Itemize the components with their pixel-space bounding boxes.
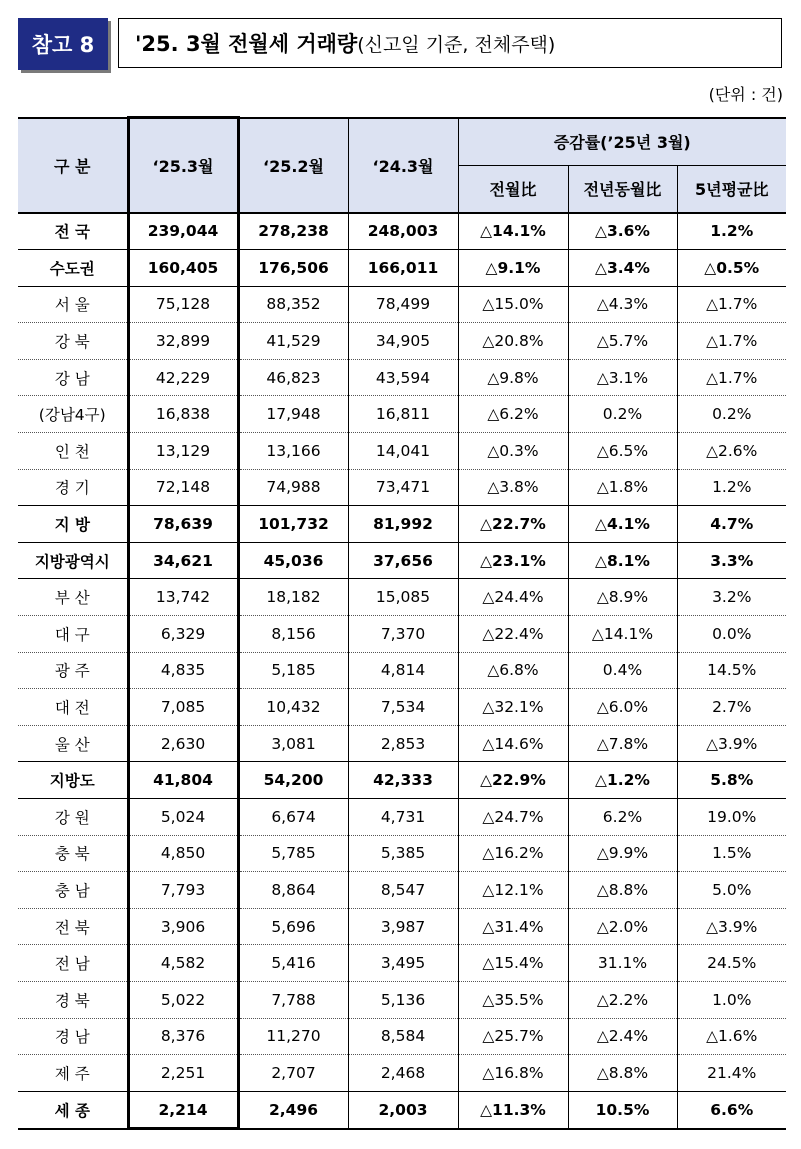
table-row bbox=[18, 762, 786, 799]
mom-cell: △6.8% bbox=[458, 652, 568, 689]
current-month-cell: 78,639 bbox=[128, 506, 238, 543]
region-cell: 충 북 bbox=[18, 835, 128, 872]
avg5-cell: 5.8% bbox=[677, 762, 786, 799]
region-cell: 지방광역시 bbox=[18, 542, 128, 579]
yoy-cell: △2.0% bbox=[568, 908, 677, 945]
yoy-cell: △8.8% bbox=[568, 872, 677, 909]
prev-year-cell: 16,811 bbox=[348, 396, 458, 433]
prev-month-cell: 46,823 bbox=[238, 359, 348, 396]
yoy-cell: △3.1% bbox=[568, 359, 677, 396]
prev-month-cell: 17,948 bbox=[238, 396, 348, 433]
prev-year-cell: 2,003 bbox=[348, 1091, 458, 1129]
mom-cell: △35.5% bbox=[458, 981, 568, 1018]
region-cell: 경 북 bbox=[18, 981, 128, 1018]
yoy-cell: △8.8% bbox=[568, 1055, 677, 1092]
yoy-cell: △7.8% bbox=[568, 725, 677, 762]
yoy-cell: △4.3% bbox=[568, 286, 677, 323]
avg5-cell: △1.7% bbox=[677, 359, 786, 396]
prev-year-cell: 34,905 bbox=[348, 323, 458, 360]
table-body bbox=[18, 213, 786, 1129]
current-month-cell: 4,582 bbox=[128, 945, 238, 982]
table-row bbox=[18, 1055, 786, 1092]
prev-month-cell: 18,182 bbox=[238, 579, 348, 616]
current-month-cell: 72,148 bbox=[128, 469, 238, 506]
mom-cell: △22.9% bbox=[458, 762, 568, 799]
yoy-cell: △14.1% bbox=[568, 616, 677, 653]
prev-month-cell: 41,529 bbox=[238, 323, 348, 360]
table-row bbox=[18, 579, 786, 616]
mom-cell: △9.8% bbox=[458, 359, 568, 396]
region-cell: 지 방 bbox=[18, 506, 128, 543]
table-row bbox=[18, 945, 786, 982]
mom-cell: △11.3% bbox=[458, 1091, 568, 1129]
prev-month-cell: 5,185 bbox=[238, 652, 348, 689]
avg5-cell: △1.7% bbox=[677, 286, 786, 323]
avg5-cell: 1.0% bbox=[677, 981, 786, 1018]
prev-month-cell: 2,496 bbox=[238, 1091, 348, 1129]
prev-year-cell: 37,656 bbox=[348, 542, 458, 579]
yoy-cell: △9.9% bbox=[568, 835, 677, 872]
region-cell: 경 남 bbox=[18, 1018, 128, 1055]
prev-year-cell: 15,085 bbox=[348, 579, 458, 616]
header-yoy: 전년동월比 bbox=[568, 165, 677, 213]
current-month-cell: 41,804 bbox=[128, 762, 238, 799]
document-subtitle: (신고일 기준, 전체주택) bbox=[357, 33, 556, 56]
prev-month-cell: 176,506 bbox=[238, 250, 348, 287]
mom-cell: △14.6% bbox=[458, 725, 568, 762]
prev-year-cell: 4,731 bbox=[348, 799, 458, 836]
table-row bbox=[18, 872, 786, 909]
yoy-cell: △1.8% bbox=[568, 469, 677, 506]
prev-year-cell: 42,333 bbox=[348, 762, 458, 799]
avg5-cell: 19.0% bbox=[677, 799, 786, 836]
reference-badge: 참고 8 bbox=[18, 18, 108, 70]
document-title: '25. 3월 전월세 거래량 bbox=[135, 32, 358, 56]
current-month-cell: 4,850 bbox=[128, 835, 238, 872]
avg5-cell: 2.7% bbox=[677, 689, 786, 726]
table-row bbox=[18, 725, 786, 762]
header-prev-month: ‘25.2월 bbox=[238, 118, 348, 213]
prev-year-cell: 5,385 bbox=[348, 835, 458, 872]
yoy-cell: 31.1% bbox=[568, 945, 677, 982]
yoy-cell: 6.2% bbox=[568, 799, 677, 836]
prev-year-cell: 3,495 bbox=[348, 945, 458, 982]
yoy-cell: △6.0% bbox=[568, 689, 677, 726]
yoy-cell: 10.5% bbox=[568, 1091, 677, 1129]
region-cell: 지방도 bbox=[18, 762, 128, 799]
mom-cell: △16.8% bbox=[458, 1055, 568, 1092]
mom-cell: △12.1% bbox=[458, 872, 568, 909]
avg5-cell: 24.5% bbox=[677, 945, 786, 982]
current-month-cell: 13,742 bbox=[128, 579, 238, 616]
table-row bbox=[18, 616, 786, 653]
unit-label: (단위 : 건) bbox=[708, 85, 783, 104]
table-row bbox=[18, 981, 786, 1018]
avg5-cell: 1.5% bbox=[677, 835, 786, 872]
mom-cell: △14.1% bbox=[458, 213, 568, 250]
table-row bbox=[18, 689, 786, 726]
mom-cell: △3.8% bbox=[458, 469, 568, 506]
region-cell: 광 주 bbox=[18, 652, 128, 689]
header-current-month: ‘25.3월 bbox=[128, 118, 238, 213]
prev-month-cell: 11,270 bbox=[238, 1018, 348, 1055]
prev-year-cell: 43,594 bbox=[348, 359, 458, 396]
header-mom: 전월比 bbox=[458, 165, 568, 213]
current-month-cell: 4,835 bbox=[128, 652, 238, 689]
mom-cell: △23.1% bbox=[458, 542, 568, 579]
table-row bbox=[18, 250, 786, 287]
region-cell: 대 전 bbox=[18, 689, 128, 726]
prev-year-cell: 7,370 bbox=[348, 616, 458, 653]
prev-year-cell: 8,584 bbox=[348, 1018, 458, 1055]
region-cell: 강 남 bbox=[18, 359, 128, 396]
current-month-cell: 160,405 bbox=[128, 250, 238, 287]
prev-month-cell: 45,036 bbox=[238, 542, 348, 579]
mom-cell: △15.4% bbox=[458, 945, 568, 982]
current-month-cell: 2,251 bbox=[128, 1055, 238, 1092]
yoy-cell: △5.7% bbox=[568, 323, 677, 360]
avg5-cell: 5.0% bbox=[677, 872, 786, 909]
current-month-cell: 75,128 bbox=[128, 286, 238, 323]
current-month-cell: 2,630 bbox=[128, 725, 238, 762]
table-row bbox=[18, 469, 786, 506]
table-row bbox=[18, 835, 786, 872]
prev-month-cell: 3,081 bbox=[238, 725, 348, 762]
yoy-cell: △2.4% bbox=[568, 1018, 677, 1055]
current-month-cell: 5,022 bbox=[128, 981, 238, 1018]
table-row bbox=[18, 652, 786, 689]
avg5-cell: △3.9% bbox=[677, 908, 786, 945]
region-cell: 부 산 bbox=[18, 579, 128, 616]
region-cell: 세 종 bbox=[18, 1091, 128, 1129]
mom-cell: △20.8% bbox=[458, 323, 568, 360]
current-month-cell: 32,899 bbox=[128, 323, 238, 360]
avg5-cell: 3.3% bbox=[677, 542, 786, 579]
region-cell: 전 국 bbox=[18, 213, 128, 250]
mom-cell: △32.1% bbox=[458, 689, 568, 726]
mom-cell: △22.4% bbox=[458, 616, 568, 653]
prev-month-cell: 7,788 bbox=[238, 981, 348, 1018]
mom-cell: △31.4% bbox=[458, 908, 568, 945]
region-cell: 대 구 bbox=[18, 616, 128, 653]
avg5-cell: 0.0% bbox=[677, 616, 786, 653]
current-month-cell: 13,129 bbox=[128, 433, 238, 470]
prev-month-cell: 2,707 bbox=[238, 1055, 348, 1092]
region-cell: 강 북 bbox=[18, 323, 128, 360]
mom-cell: △15.0% bbox=[458, 286, 568, 323]
avg5-cell: △3.9% bbox=[677, 725, 786, 762]
current-month-cell: 7,085 bbox=[128, 689, 238, 726]
table-row bbox=[18, 323, 786, 360]
prev-month-cell: 5,785 bbox=[238, 835, 348, 872]
yoy-cell: △4.1% bbox=[568, 506, 677, 543]
yoy-cell: △8.1% bbox=[568, 542, 677, 579]
mom-cell: △24.7% bbox=[458, 799, 568, 836]
prev-year-cell: 8,547 bbox=[348, 872, 458, 909]
prev-month-cell: 88,352 bbox=[238, 286, 348, 323]
avg5-cell: 0.2% bbox=[677, 396, 786, 433]
region-cell: 충 남 bbox=[18, 872, 128, 909]
mom-cell: △0.3% bbox=[458, 433, 568, 470]
avg5-cell: 21.4% bbox=[677, 1055, 786, 1092]
avg5-cell: △0.5% bbox=[677, 250, 786, 287]
prev-year-cell: 2,468 bbox=[348, 1055, 458, 1092]
avg5-cell: △1.7% bbox=[677, 323, 786, 360]
prev-year-cell: 248,003 bbox=[348, 213, 458, 250]
current-month-cell: 6,329 bbox=[128, 616, 238, 653]
prev-month-cell: 74,988 bbox=[238, 469, 348, 506]
avg5-cell: △1.6% bbox=[677, 1018, 786, 1055]
prev-month-cell: 6,674 bbox=[238, 799, 348, 836]
avg5-cell: 6.6% bbox=[677, 1091, 786, 1129]
prev-month-cell: 8,156 bbox=[238, 616, 348, 653]
mom-cell: △16.2% bbox=[458, 835, 568, 872]
current-month-cell: 7,793 bbox=[128, 872, 238, 909]
yoy-cell: 0.4% bbox=[568, 652, 677, 689]
table-row bbox=[18, 286, 786, 323]
header-prev-year: ‘24.3월 bbox=[348, 118, 458, 213]
table-row bbox=[18, 433, 786, 470]
region-cell: 전 남 bbox=[18, 945, 128, 982]
current-month-cell: 239,044 bbox=[128, 213, 238, 250]
yoy-cell: △6.5% bbox=[568, 433, 677, 470]
yoy-cell: △8.9% bbox=[568, 579, 677, 616]
prev-month-cell: 101,732 bbox=[238, 506, 348, 543]
prev-year-cell: 2,853 bbox=[348, 725, 458, 762]
table-row bbox=[18, 506, 786, 543]
region-cell: 수도권 bbox=[18, 250, 128, 287]
table-row bbox=[18, 908, 786, 945]
prev-year-cell: 4,814 bbox=[348, 652, 458, 689]
avg5-cell: 4.7% bbox=[677, 506, 786, 543]
prev-year-cell: 81,992 bbox=[348, 506, 458, 543]
mom-cell: △25.7% bbox=[458, 1018, 568, 1055]
prev-year-cell: 14,041 bbox=[348, 433, 458, 470]
header-change-group: 증감률(’25년 3월) bbox=[458, 118, 786, 166]
prev-month-cell: 13,166 bbox=[238, 433, 348, 470]
title-box bbox=[118, 18, 782, 68]
prev-month-cell: 5,696 bbox=[238, 908, 348, 945]
region-cell: 서 울 bbox=[18, 286, 128, 323]
mom-cell: △22.7% bbox=[458, 506, 568, 543]
transaction-table bbox=[18, 116, 786, 1130]
current-month-cell: 8,376 bbox=[128, 1018, 238, 1055]
prev-month-cell: 10,432 bbox=[238, 689, 348, 726]
region-cell: (강남4구) bbox=[18, 396, 128, 433]
table-row bbox=[18, 542, 786, 579]
prev-month-cell: 8,864 bbox=[238, 872, 348, 909]
prev-year-cell: 73,471 bbox=[348, 469, 458, 506]
table-row bbox=[18, 396, 786, 433]
mom-cell: △6.2% bbox=[458, 396, 568, 433]
prev-year-cell: 78,499 bbox=[348, 286, 458, 323]
yoy-cell: △1.2% bbox=[568, 762, 677, 799]
region-cell: 전 북 bbox=[18, 908, 128, 945]
table-row bbox=[18, 799, 786, 836]
prev-month-cell: 5,416 bbox=[238, 945, 348, 982]
current-month-cell: 34,621 bbox=[128, 542, 238, 579]
avg5-cell: 3.2% bbox=[677, 579, 786, 616]
mom-cell: △24.4% bbox=[458, 579, 568, 616]
region-cell: 제 주 bbox=[18, 1055, 128, 1092]
region-cell: 울 산 bbox=[18, 725, 128, 762]
header-5yr-avg: 5년평균比 bbox=[677, 165, 786, 213]
yoy-cell: 0.2% bbox=[568, 396, 677, 433]
current-month-cell: 16,838 bbox=[128, 396, 238, 433]
region-cell: 경 기 bbox=[18, 469, 128, 506]
mom-cell: △9.1% bbox=[458, 250, 568, 287]
current-month-cell: 42,229 bbox=[128, 359, 238, 396]
table-row bbox=[18, 1018, 786, 1055]
region-cell: 인 천 bbox=[18, 433, 128, 470]
current-month-cell: 5,024 bbox=[128, 799, 238, 836]
prev-month-cell: 278,238 bbox=[238, 213, 348, 250]
prev-year-cell: 7,534 bbox=[348, 689, 458, 726]
document-header bbox=[18, 18, 784, 70]
table-row bbox=[18, 213, 786, 250]
prev-year-cell: 3,987 bbox=[348, 908, 458, 945]
header-region: 구 분 bbox=[18, 118, 128, 213]
prev-year-cell: 5,136 bbox=[348, 981, 458, 1018]
current-month-cell: 2,214 bbox=[128, 1091, 238, 1129]
prev-year-cell: 166,011 bbox=[348, 250, 458, 287]
prev-month-cell: 54,200 bbox=[238, 762, 348, 799]
table-row bbox=[18, 1091, 786, 1129]
avg5-cell: 1.2% bbox=[677, 469, 786, 506]
current-month-cell: 3,906 bbox=[128, 908, 238, 945]
region-cell: 강 원 bbox=[18, 799, 128, 836]
avg5-cell: △2.6% bbox=[677, 433, 786, 470]
avg5-cell: 1.2% bbox=[677, 213, 786, 250]
yoy-cell: △2.2% bbox=[568, 981, 677, 1018]
table-row bbox=[18, 359, 786, 396]
avg5-cell: 14.5% bbox=[677, 652, 786, 689]
yoy-cell: △3.4% bbox=[568, 250, 677, 287]
yoy-cell: △3.6% bbox=[568, 213, 677, 250]
